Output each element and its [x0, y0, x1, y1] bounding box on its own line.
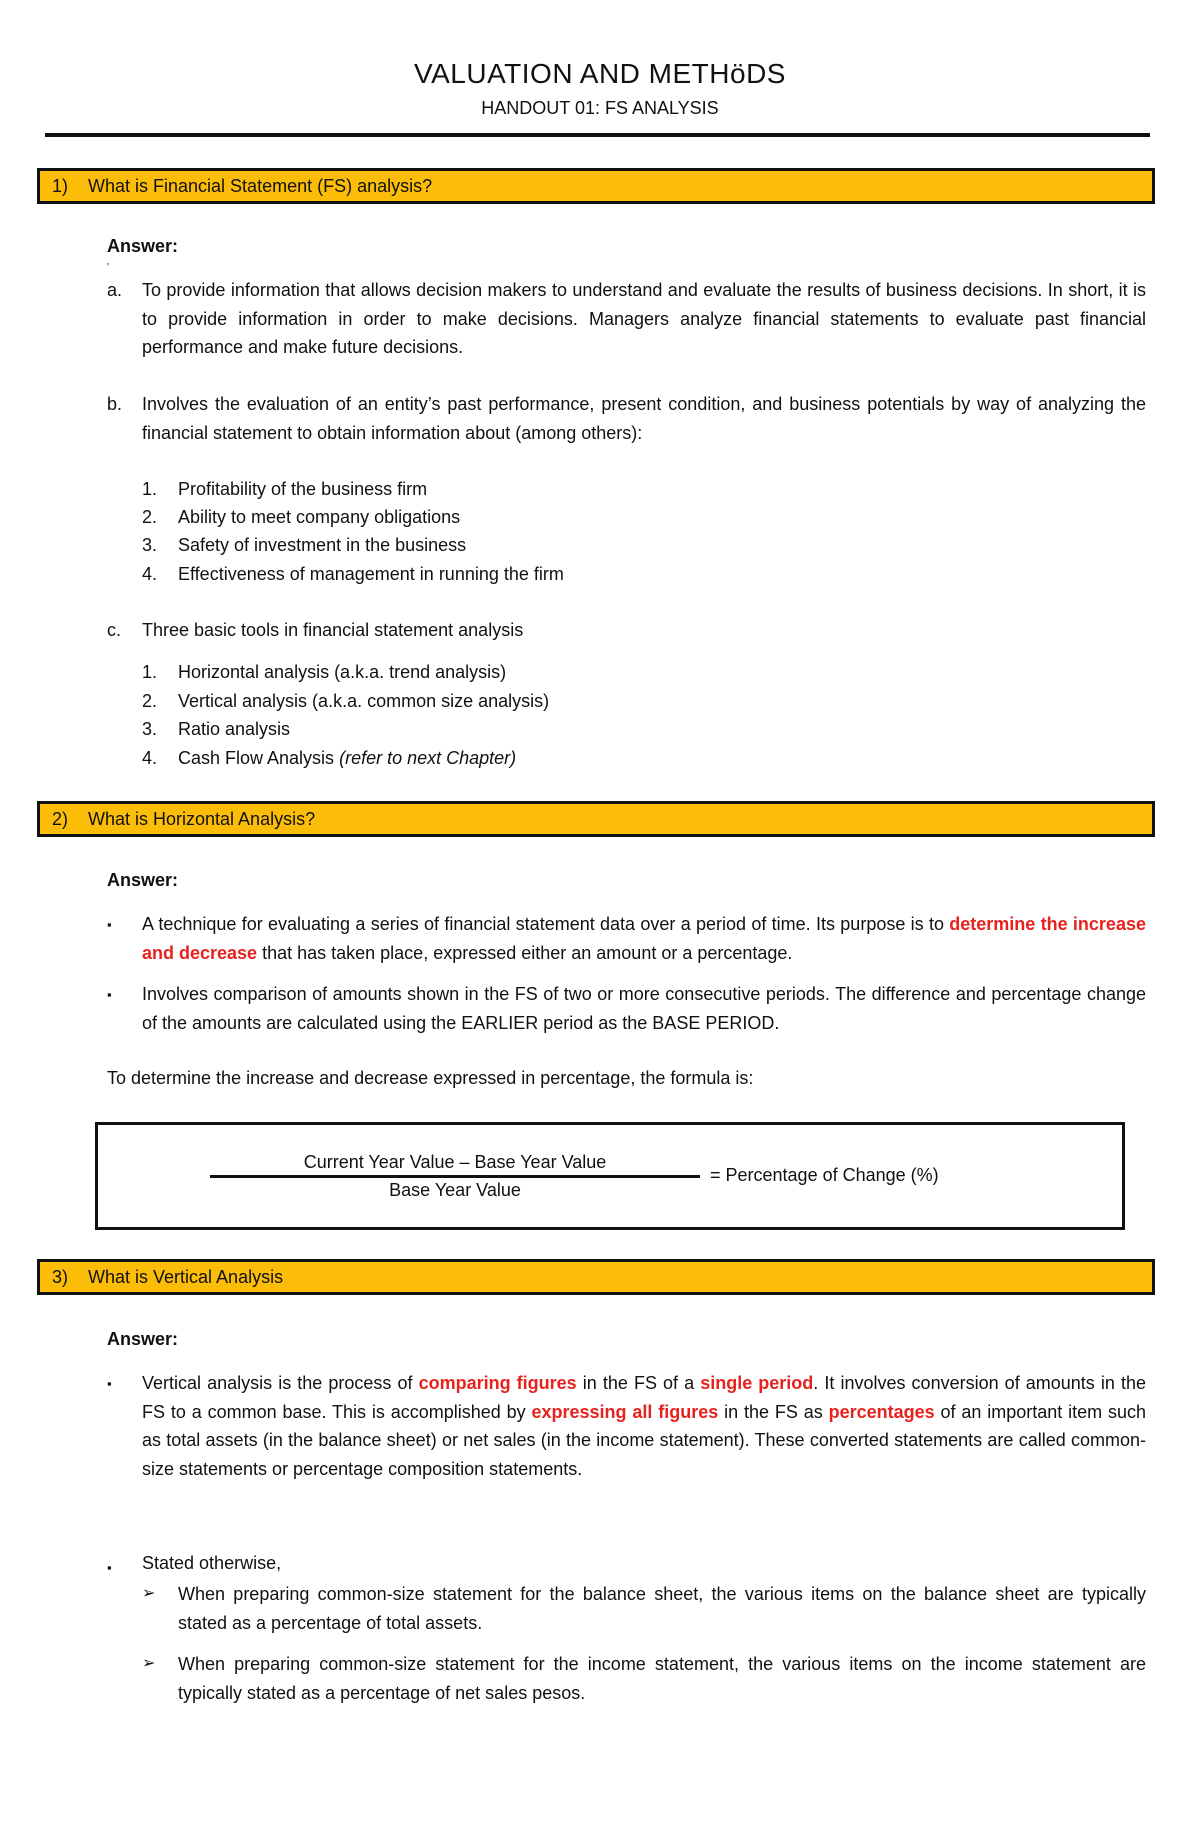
highlight-text: determine the increase and decrease	[142, 914, 1146, 963]
bullet-icon: ▪	[107, 1560, 112, 1575]
item-b-text: Involves the evaluation of an entity’s past performance, present condition, and business potentials by way of analyzing the financial statement to obtain information about (among others):	[142, 394, 1146, 443]
section-1-question: What is Financial Statement (FS) analysis?	[88, 176, 433, 196]
b-list-number: 4.	[142, 564, 158, 584]
item-c-marker: c.	[107, 620, 122, 640]
highlight-text: comparing figures	[418, 1373, 577, 1393]
balance-sheet-note: When preparing common-size statement for the balance sheet, the various items on the balance sheet are typically stated as a percentage of total assets.	[178, 1584, 1146, 1633]
arrow-bullet-icon: ➢	[142, 1655, 156, 1672]
c-list-item: Vertical analysis (a.k.a. common size analysis)	[178, 691, 550, 711]
item-c-text: Three basic tools in financial statement analysis	[142, 620, 524, 640]
section-3-header	[37, 1259, 1155, 1295]
b-list-item: Safety of investment in the business	[178, 535, 467, 555]
item-a-text: To provide information that allows decision makers to understand and evaluate the results of business decisions. In short, it is to provide information in order to make decisions. Managers analyze financial statements to evaluate past financial performance and make future decisions.	[142, 280, 1146, 357]
title-divider	[45, 133, 1150, 137]
c-list-number: 2.	[142, 691, 158, 711]
c-list-item-note: (refer to next Chapter)	[339, 748, 517, 768]
document-subtitle: HANDOUT 01: FS ANALYSIS	[481, 98, 719, 118]
text-run: of an important item such as total assets (in the balance sheet) or net sales (in the income statement). These converted statements are called common-size statements or percentage composition statements.	[142, 1401, 1146, 1479]
formula-denominator: Base Year Value	[389, 1180, 521, 1200]
text-run: . It involves conversion of amounts in the FS to a common base. This is accomplished by	[142, 1373, 1146, 1422]
highlight-text: percentages	[828, 1401, 935, 1422]
section-3-question: What is Vertical Analysis	[88, 1267, 284, 1287]
c-list-item	[178, 744, 516, 773]
b-list-item: Effectiveness of management in running the firm	[178, 564, 564, 584]
horizontal-definition	[142, 910, 1146, 967]
c-list-item-text: Cash Flow Analysis	[178, 748, 335, 768]
c-list-number: 1.	[142, 662, 158, 682]
arrow-bullet-icon: ➢	[142, 1585, 156, 1602]
bullet-icon: ▪	[107, 987, 112, 1002]
stated-otherwise: Stated otherwise,	[142, 1553, 282, 1573]
horizontal-comparison: Involves comparison of amounts shown in the FS of two or more consecutive periods. The difference and percentage change of the amounts are calculated using the EARLIER period as the BASE PERIOD.	[142, 984, 1146, 1033]
section-1-answer-label: Answer:	[107, 236, 179, 256]
formula-intro: To determine the increase and decrease expressed in percentage, the formula is:	[107, 1068, 754, 1088]
income-statement-note: When preparing common-size statement for the income statement, the various items on the income statement are typically stated as a percentage of net sales pesos.	[178, 1654, 1146, 1703]
b-list-item: Ability to meet company obligations	[178, 507, 461, 527]
text-run: A technique for evaluating a series of financial statement data over a period of time. Its purpose is to	[142, 914, 950, 934]
text-run: Vertical analysis is the process of	[142, 1373, 419, 1393]
stray-mark: '	[107, 262, 109, 273]
item-a-marker: a.	[107, 280, 123, 300]
section-3-answer-label: Answer:	[107, 1329, 179, 1349]
section-2-number: 2)	[52, 809, 69, 829]
section-2-header	[37, 801, 1155, 837]
b-list-number: 3.	[142, 535, 158, 555]
section-1-header	[37, 168, 1155, 204]
section-2-question: What is Horizontal Analysis?	[88, 809, 316, 829]
section-2-answer-label: Answer:	[107, 870, 179, 890]
formula-result: = Percentage of Change (%)	[710, 1165, 939, 1185]
section-1-number: 1)	[52, 176, 69, 196]
text-run: that has taken place, expressed either an amount or a percentage.	[257, 942, 793, 963]
b-list-item: Profitability of the business firm	[178, 479, 428, 499]
fraction-bar	[210, 1175, 700, 1178]
bullet-icon: ▪	[107, 917, 112, 932]
highlight-text: expressing all figures	[531, 1401, 719, 1422]
b-list-number: 2.	[142, 507, 158, 527]
c-list-item: Horizontal analysis (a.k.a. trend analysis)	[178, 662, 507, 682]
b-list-number: 1.	[142, 479, 158, 499]
vertical-definition	[142, 1369, 1146, 1483]
c-list-item: Ratio analysis	[178, 719, 291, 739]
text-run: in the FS of a	[576, 1373, 701, 1393]
highlight-text: single period	[700, 1373, 814, 1393]
section-3-number: 3)	[52, 1267, 69, 1287]
text-run: in the FS as	[718, 1401, 829, 1422]
c-list-number: 3.	[142, 719, 158, 739]
bullet-icon: ▪	[107, 1376, 112, 1391]
c-list-number: 4.	[142, 748, 158, 768]
item-b-marker: b.	[107, 394, 123, 414]
document-title: VALUATION AND METHöDS	[414, 58, 786, 89]
formula-numerator: Current Year Value – Base Year Value	[303, 1152, 607, 1172]
